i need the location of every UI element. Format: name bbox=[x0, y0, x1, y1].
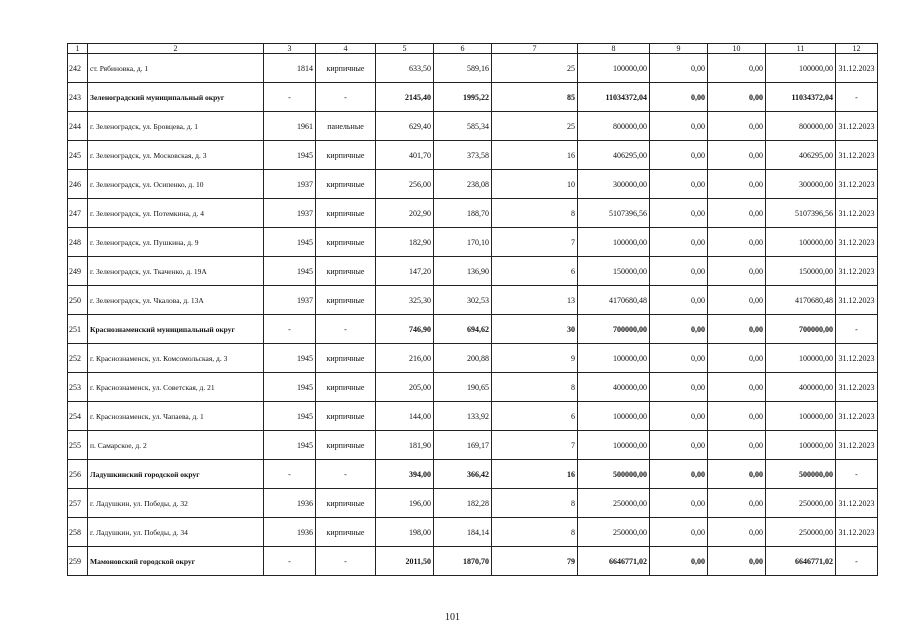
cell-addr: г. Зеленоградск, ул. Чкалова, д. 13А bbox=[88, 286, 264, 315]
cell-mat: кирпичные bbox=[316, 54, 376, 83]
cell-s2: 0,00 bbox=[650, 141, 708, 170]
cell-year: 1945 bbox=[264, 141, 316, 170]
cell-mat: кирпичные bbox=[316, 402, 376, 431]
table-row bbox=[68, 141, 878, 170]
table-row bbox=[68, 54, 878, 83]
cell-date: 31.12.2023 bbox=[836, 373, 878, 402]
cell-date: - bbox=[836, 460, 878, 489]
cell-a1: 325,30 bbox=[376, 286, 434, 315]
cell-s1: 250000,00 bbox=[578, 489, 650, 518]
cell-s3: 0,00 bbox=[708, 54, 766, 83]
cell-s2: 0,00 bbox=[650, 518, 708, 547]
cell-s3: 0,00 bbox=[708, 257, 766, 286]
cell-date: 31.12.2023 bbox=[836, 112, 878, 141]
cell-addr: г. Зеленоградск, ул. Бровцева, д. 1 bbox=[88, 112, 264, 141]
cell-a2: 373,58 bbox=[434, 141, 492, 170]
cell-a2: 184,14 bbox=[434, 518, 492, 547]
cell-mat: - bbox=[316, 460, 376, 489]
cell-s1: 700000,00 bbox=[578, 315, 650, 344]
cell-a2: 585,34 bbox=[434, 112, 492, 141]
cell-s3: 0,00 bbox=[708, 112, 766, 141]
cell-s4: 100000,00 bbox=[766, 344, 836, 373]
cell-year: 1945 bbox=[264, 431, 316, 460]
cell-cnt: 9 bbox=[492, 344, 578, 373]
table-row bbox=[68, 286, 878, 315]
cell-addr: г. Краснознаменск, ул. Комсомольская, д. 3 bbox=[88, 344, 264, 373]
cell-n: 242 bbox=[68, 54, 88, 83]
header-cell: 11 bbox=[766, 44, 836, 54]
cell-mat: кирпичные bbox=[316, 286, 376, 315]
cell-mat: кирпичные bbox=[316, 141, 376, 170]
cell-s2: 0,00 bbox=[650, 170, 708, 199]
cell-a1: 2011,50 bbox=[376, 547, 434, 576]
cell-s2: 0,00 bbox=[650, 431, 708, 460]
cell-date: 31.12.2023 bbox=[836, 344, 878, 373]
cell-addr: г. Ладушкин, ул. Победы, д. 34 bbox=[88, 518, 264, 547]
cell-year: 1936 bbox=[264, 518, 316, 547]
cell-mat: кирпичные bbox=[316, 431, 376, 460]
cell-s2: 0,00 bbox=[650, 547, 708, 576]
cell-s1: 100000,00 bbox=[578, 228, 650, 257]
cell-n: 245 bbox=[68, 141, 88, 170]
cell-s1: 4170680,48 bbox=[578, 286, 650, 315]
table-row bbox=[68, 402, 878, 431]
cell-addr: г. Зеленоградск, ул. Московская, д. 3 bbox=[88, 141, 264, 170]
cell-year: 1936 bbox=[264, 489, 316, 518]
cell-s2: 0,00 bbox=[650, 83, 708, 112]
cell-s1: 150000,00 bbox=[578, 257, 650, 286]
cell-a1: 216,00 bbox=[376, 344, 434, 373]
cell-year: 1945 bbox=[264, 373, 316, 402]
cell-addr: г. Зеленоградск, ул. Ткаченко, д. 19А bbox=[88, 257, 264, 286]
cell-s1: 500000,00 bbox=[578, 460, 650, 489]
cell-a1: 144,00 bbox=[376, 402, 434, 431]
cell-s3: 0,00 bbox=[708, 402, 766, 431]
cell-cnt: 6 bbox=[492, 402, 578, 431]
cell-a2: 190,65 bbox=[434, 373, 492, 402]
cell-addr: г. Краснознаменск, ул. Чапаева, д. 1 bbox=[88, 402, 264, 431]
cell-n: 253 bbox=[68, 373, 88, 402]
cell-a1: 256,00 bbox=[376, 170, 434, 199]
cell-s2: 0,00 bbox=[650, 402, 708, 431]
cell-date: - bbox=[836, 315, 878, 344]
cell-cnt: 6 bbox=[492, 257, 578, 286]
cell-a2: 170,10 bbox=[434, 228, 492, 257]
table-row bbox=[68, 112, 878, 141]
cell-s1: 300000,00 bbox=[578, 170, 650, 199]
cell-s1: 6646771,02 bbox=[578, 547, 650, 576]
cell-year: 1945 bbox=[264, 257, 316, 286]
cell-s4: 4170680,48 bbox=[766, 286, 836, 315]
cell-cnt: 10 bbox=[492, 170, 578, 199]
cell-addr: ст. Рябиновка, д. 1 bbox=[88, 54, 264, 83]
cell-a1: 147,20 bbox=[376, 257, 434, 286]
table-row bbox=[68, 257, 878, 286]
cell-date: 31.12.2023 bbox=[836, 228, 878, 257]
table-row bbox=[68, 83, 878, 112]
cell-s1: 400000,00 bbox=[578, 373, 650, 402]
cell-s3: 0,00 bbox=[708, 547, 766, 576]
cell-cnt: 16 bbox=[492, 460, 578, 489]
cell-date: 31.12.2023 bbox=[836, 257, 878, 286]
cell-s2: 0,00 bbox=[650, 373, 708, 402]
cell-a2: 694,62 bbox=[434, 315, 492, 344]
cell-date: 31.12.2023 bbox=[836, 170, 878, 199]
cell-a1: 205,00 bbox=[376, 373, 434, 402]
cell-s3: 0,00 bbox=[708, 315, 766, 344]
cell-s3: 0,00 bbox=[708, 199, 766, 228]
cell-s1: 11034372,04 bbox=[578, 83, 650, 112]
cell-s1: 5107396,56 bbox=[578, 199, 650, 228]
cell-n: 252 bbox=[68, 344, 88, 373]
cell-n: 243 bbox=[68, 83, 88, 112]
cell-s2: 0,00 bbox=[650, 460, 708, 489]
cell-date: 31.12.2023 bbox=[836, 518, 878, 547]
table-row bbox=[68, 315, 878, 344]
cell-s4: 100000,00 bbox=[766, 402, 836, 431]
cell-a1: 181,90 bbox=[376, 431, 434, 460]
cell-mat: кирпичные bbox=[316, 489, 376, 518]
cell-s4: 100000,00 bbox=[766, 431, 836, 460]
header-cell: 5 bbox=[376, 44, 434, 54]
cell-n: 246 bbox=[68, 170, 88, 199]
header-cell: 7 bbox=[492, 44, 578, 54]
cell-s2: 0,00 bbox=[650, 112, 708, 141]
header-cell: 2 bbox=[88, 44, 264, 54]
cell-n: 251 bbox=[68, 315, 88, 344]
cell-s1: 250000,00 bbox=[578, 518, 650, 547]
table-row bbox=[68, 170, 878, 199]
buildings-table bbox=[67, 43, 878, 576]
cell-a1: 196,00 bbox=[376, 489, 434, 518]
cell-cnt: 25 bbox=[492, 112, 578, 141]
header-cell: 9 bbox=[650, 44, 708, 54]
cell-s4: 700000,00 bbox=[766, 315, 836, 344]
cell-s4: 100000,00 bbox=[766, 228, 836, 257]
cell-a1: 633,50 bbox=[376, 54, 434, 83]
cell-a1: 746,90 bbox=[376, 315, 434, 344]
cell-year: 1937 bbox=[264, 286, 316, 315]
cell-s3: 0,00 bbox=[708, 170, 766, 199]
cell-mat: - bbox=[316, 547, 376, 576]
cell-mat: - bbox=[316, 83, 376, 112]
cell-s2: 0,00 bbox=[650, 257, 708, 286]
cell-cnt: 8 bbox=[492, 518, 578, 547]
cell-a2: 136,90 bbox=[434, 257, 492, 286]
cell-a2: 182,28 bbox=[434, 489, 492, 518]
cell-s4: 100000,00 bbox=[766, 54, 836, 83]
cell-cnt: 13 bbox=[492, 286, 578, 315]
cell-addr: Ладушкинский городской округ bbox=[88, 460, 264, 489]
cell-s1: 100000,00 bbox=[578, 54, 650, 83]
cell-a1: 394,00 bbox=[376, 460, 434, 489]
header-cell: 8 bbox=[578, 44, 650, 54]
cell-date: 31.12.2023 bbox=[836, 286, 878, 315]
cell-n: 256 bbox=[68, 460, 88, 489]
cell-year: 1945 bbox=[264, 228, 316, 257]
header-cell: 4 bbox=[316, 44, 376, 54]
cell-cnt: 8 bbox=[492, 489, 578, 518]
cell-a2: 188,70 bbox=[434, 199, 492, 228]
cell-addr: г. Зеленоградск, ул. Осипенко, д. 10 bbox=[88, 170, 264, 199]
cell-a2: 238,08 bbox=[434, 170, 492, 199]
cell-a2: 589,16 bbox=[434, 54, 492, 83]
cell-cnt: 8 bbox=[492, 199, 578, 228]
cell-mat: кирпичные bbox=[316, 199, 376, 228]
cell-mat: кирпичные bbox=[316, 170, 376, 199]
cell-year: - bbox=[264, 83, 316, 112]
cell-s3: 0,00 bbox=[708, 141, 766, 170]
cell-n: 259 bbox=[68, 547, 88, 576]
cell-a2: 1870,70 bbox=[434, 547, 492, 576]
cell-s4: 11034372,04 bbox=[766, 83, 836, 112]
cell-s3: 0,00 bbox=[708, 344, 766, 373]
cell-s3: 0,00 bbox=[708, 518, 766, 547]
header-cell: 12 bbox=[836, 44, 878, 54]
table-row bbox=[68, 547, 878, 576]
cell-year: - bbox=[264, 547, 316, 576]
table-row bbox=[68, 518, 878, 547]
cell-mat: кирпичные bbox=[316, 518, 376, 547]
cell-mat: кирпичные bbox=[316, 228, 376, 257]
cell-s2: 0,00 bbox=[650, 54, 708, 83]
cell-year: 1945 bbox=[264, 402, 316, 431]
cell-n: 250 bbox=[68, 286, 88, 315]
header-cell: 6 bbox=[434, 44, 492, 54]
cell-a2: 302,53 bbox=[434, 286, 492, 315]
cell-s4: 300000,00 bbox=[766, 170, 836, 199]
cell-addr: п. Самарское, д. 2 bbox=[88, 431, 264, 460]
cell-s3: 0,00 bbox=[708, 460, 766, 489]
cell-cnt: 7 bbox=[492, 228, 578, 257]
cell-s3: 0,00 bbox=[708, 431, 766, 460]
cell-mat: кирпичные bbox=[316, 373, 376, 402]
table-row bbox=[68, 460, 878, 489]
cell-mat: панельные bbox=[316, 112, 376, 141]
cell-year: 1937 bbox=[264, 170, 316, 199]
table-row bbox=[68, 431, 878, 460]
header-cell: 10 bbox=[708, 44, 766, 54]
cell-year: 1945 bbox=[264, 344, 316, 373]
cell-s4: 250000,00 bbox=[766, 489, 836, 518]
cell-s4: 150000,00 bbox=[766, 257, 836, 286]
cell-a1: 2145,40 bbox=[376, 83, 434, 112]
cell-s2: 0,00 bbox=[650, 489, 708, 518]
cell-cnt: 7 bbox=[492, 431, 578, 460]
cell-cnt: 79 bbox=[492, 547, 578, 576]
cell-n: 244 bbox=[68, 112, 88, 141]
cell-addr: Зеленоградский муниципальный округ bbox=[88, 83, 264, 112]
cell-s1: 406295,00 bbox=[578, 141, 650, 170]
header-cell: 1 bbox=[68, 44, 88, 54]
cell-a2: 1995,22 bbox=[434, 83, 492, 112]
cell-year: - bbox=[264, 460, 316, 489]
cell-cnt: 8 bbox=[492, 373, 578, 402]
cell-s3: 0,00 bbox=[708, 286, 766, 315]
cell-a2: 169,17 bbox=[434, 431, 492, 460]
cell-s2: 0,00 bbox=[650, 228, 708, 257]
cell-date: 31.12.2023 bbox=[836, 431, 878, 460]
page-number: 101 bbox=[445, 612, 460, 623]
cell-s3: 0,00 bbox=[708, 489, 766, 518]
header-cell: 3 bbox=[264, 44, 316, 54]
cell-cnt: 30 bbox=[492, 315, 578, 344]
cell-s4: 6646771,02 bbox=[766, 547, 836, 576]
cell-cnt: 85 bbox=[492, 83, 578, 112]
table-row bbox=[68, 228, 878, 257]
cell-s2: 0,00 bbox=[650, 199, 708, 228]
cell-date: 31.12.2023 bbox=[836, 489, 878, 518]
cell-a1: 401,70 bbox=[376, 141, 434, 170]
cell-date: 31.12.2023 bbox=[836, 54, 878, 83]
cell-date: 31.12.2023 bbox=[836, 199, 878, 228]
cell-s4: 800000,00 bbox=[766, 112, 836, 141]
cell-date: - bbox=[836, 547, 878, 576]
cell-cnt: 25 bbox=[492, 54, 578, 83]
cell-a1: 629,40 bbox=[376, 112, 434, 141]
cell-a2: 133,92 bbox=[434, 402, 492, 431]
table-row bbox=[68, 344, 878, 373]
cell-n: 254 bbox=[68, 402, 88, 431]
cell-s2: 0,00 bbox=[650, 344, 708, 373]
cell-addr: г. Зеленоградск, ул. Пушкина, д. 9 bbox=[88, 228, 264, 257]
cell-a1: 198,00 bbox=[376, 518, 434, 547]
cell-s1: 100000,00 bbox=[578, 402, 650, 431]
cell-year: 1937 bbox=[264, 199, 316, 228]
cell-year: 1814 bbox=[264, 54, 316, 83]
cell-a1: 182,90 bbox=[376, 228, 434, 257]
cell-addr: г. Ладушкин, ул. Победы, д. 32 bbox=[88, 489, 264, 518]
cell-addr: Мамоновский городской округ bbox=[88, 547, 264, 576]
table-row bbox=[68, 199, 878, 228]
cell-addr: Краснознаменский муниципальный округ bbox=[88, 315, 264, 344]
cell-n: 258 bbox=[68, 518, 88, 547]
cell-s4: 5107396,56 bbox=[766, 199, 836, 228]
cell-mat: кирпичные bbox=[316, 257, 376, 286]
cell-year: 1961 bbox=[264, 112, 316, 141]
cell-n: 249 bbox=[68, 257, 88, 286]
cell-n: 248 bbox=[68, 228, 88, 257]
cell-n: 255 bbox=[68, 431, 88, 460]
cell-s2: 0,00 bbox=[650, 286, 708, 315]
cell-date: - bbox=[836, 83, 878, 112]
cell-s4: 400000,00 bbox=[766, 373, 836, 402]
cell-cnt: 16 bbox=[492, 141, 578, 170]
cell-a2: 200,88 bbox=[434, 344, 492, 373]
table-row bbox=[68, 489, 878, 518]
cell-s4: 500000,00 bbox=[766, 460, 836, 489]
cell-addr: г. Зеленоградск, ул. Потемкина, д. 4 bbox=[88, 199, 264, 228]
cell-s3: 0,00 bbox=[708, 83, 766, 112]
cell-s3: 0,00 bbox=[708, 228, 766, 257]
header-row bbox=[68, 44, 878, 54]
cell-s1: 800000,00 bbox=[578, 112, 650, 141]
cell-mat: - bbox=[316, 315, 376, 344]
table-row bbox=[68, 373, 878, 402]
cell-s1: 100000,00 bbox=[578, 344, 650, 373]
cell-a2: 366,42 bbox=[434, 460, 492, 489]
cell-s2: 0,00 bbox=[650, 315, 708, 344]
cell-n: 257 bbox=[68, 489, 88, 518]
cell-mat: кирпичные bbox=[316, 344, 376, 373]
cell-n: 247 bbox=[68, 199, 88, 228]
cell-s1: 100000,00 bbox=[578, 431, 650, 460]
cell-s3: 0,00 bbox=[708, 373, 766, 402]
cell-s4: 406295,00 bbox=[766, 141, 836, 170]
cell-addr: г. Краснознаменск, ул. Советская, д. 21 bbox=[88, 373, 264, 402]
cell-s4: 250000,00 bbox=[766, 518, 836, 547]
cell-year: - bbox=[264, 315, 316, 344]
cell-date: 31.12.2023 bbox=[836, 402, 878, 431]
cell-a1: 202,90 bbox=[376, 199, 434, 228]
cell-date: 31.12.2023 bbox=[836, 141, 878, 170]
